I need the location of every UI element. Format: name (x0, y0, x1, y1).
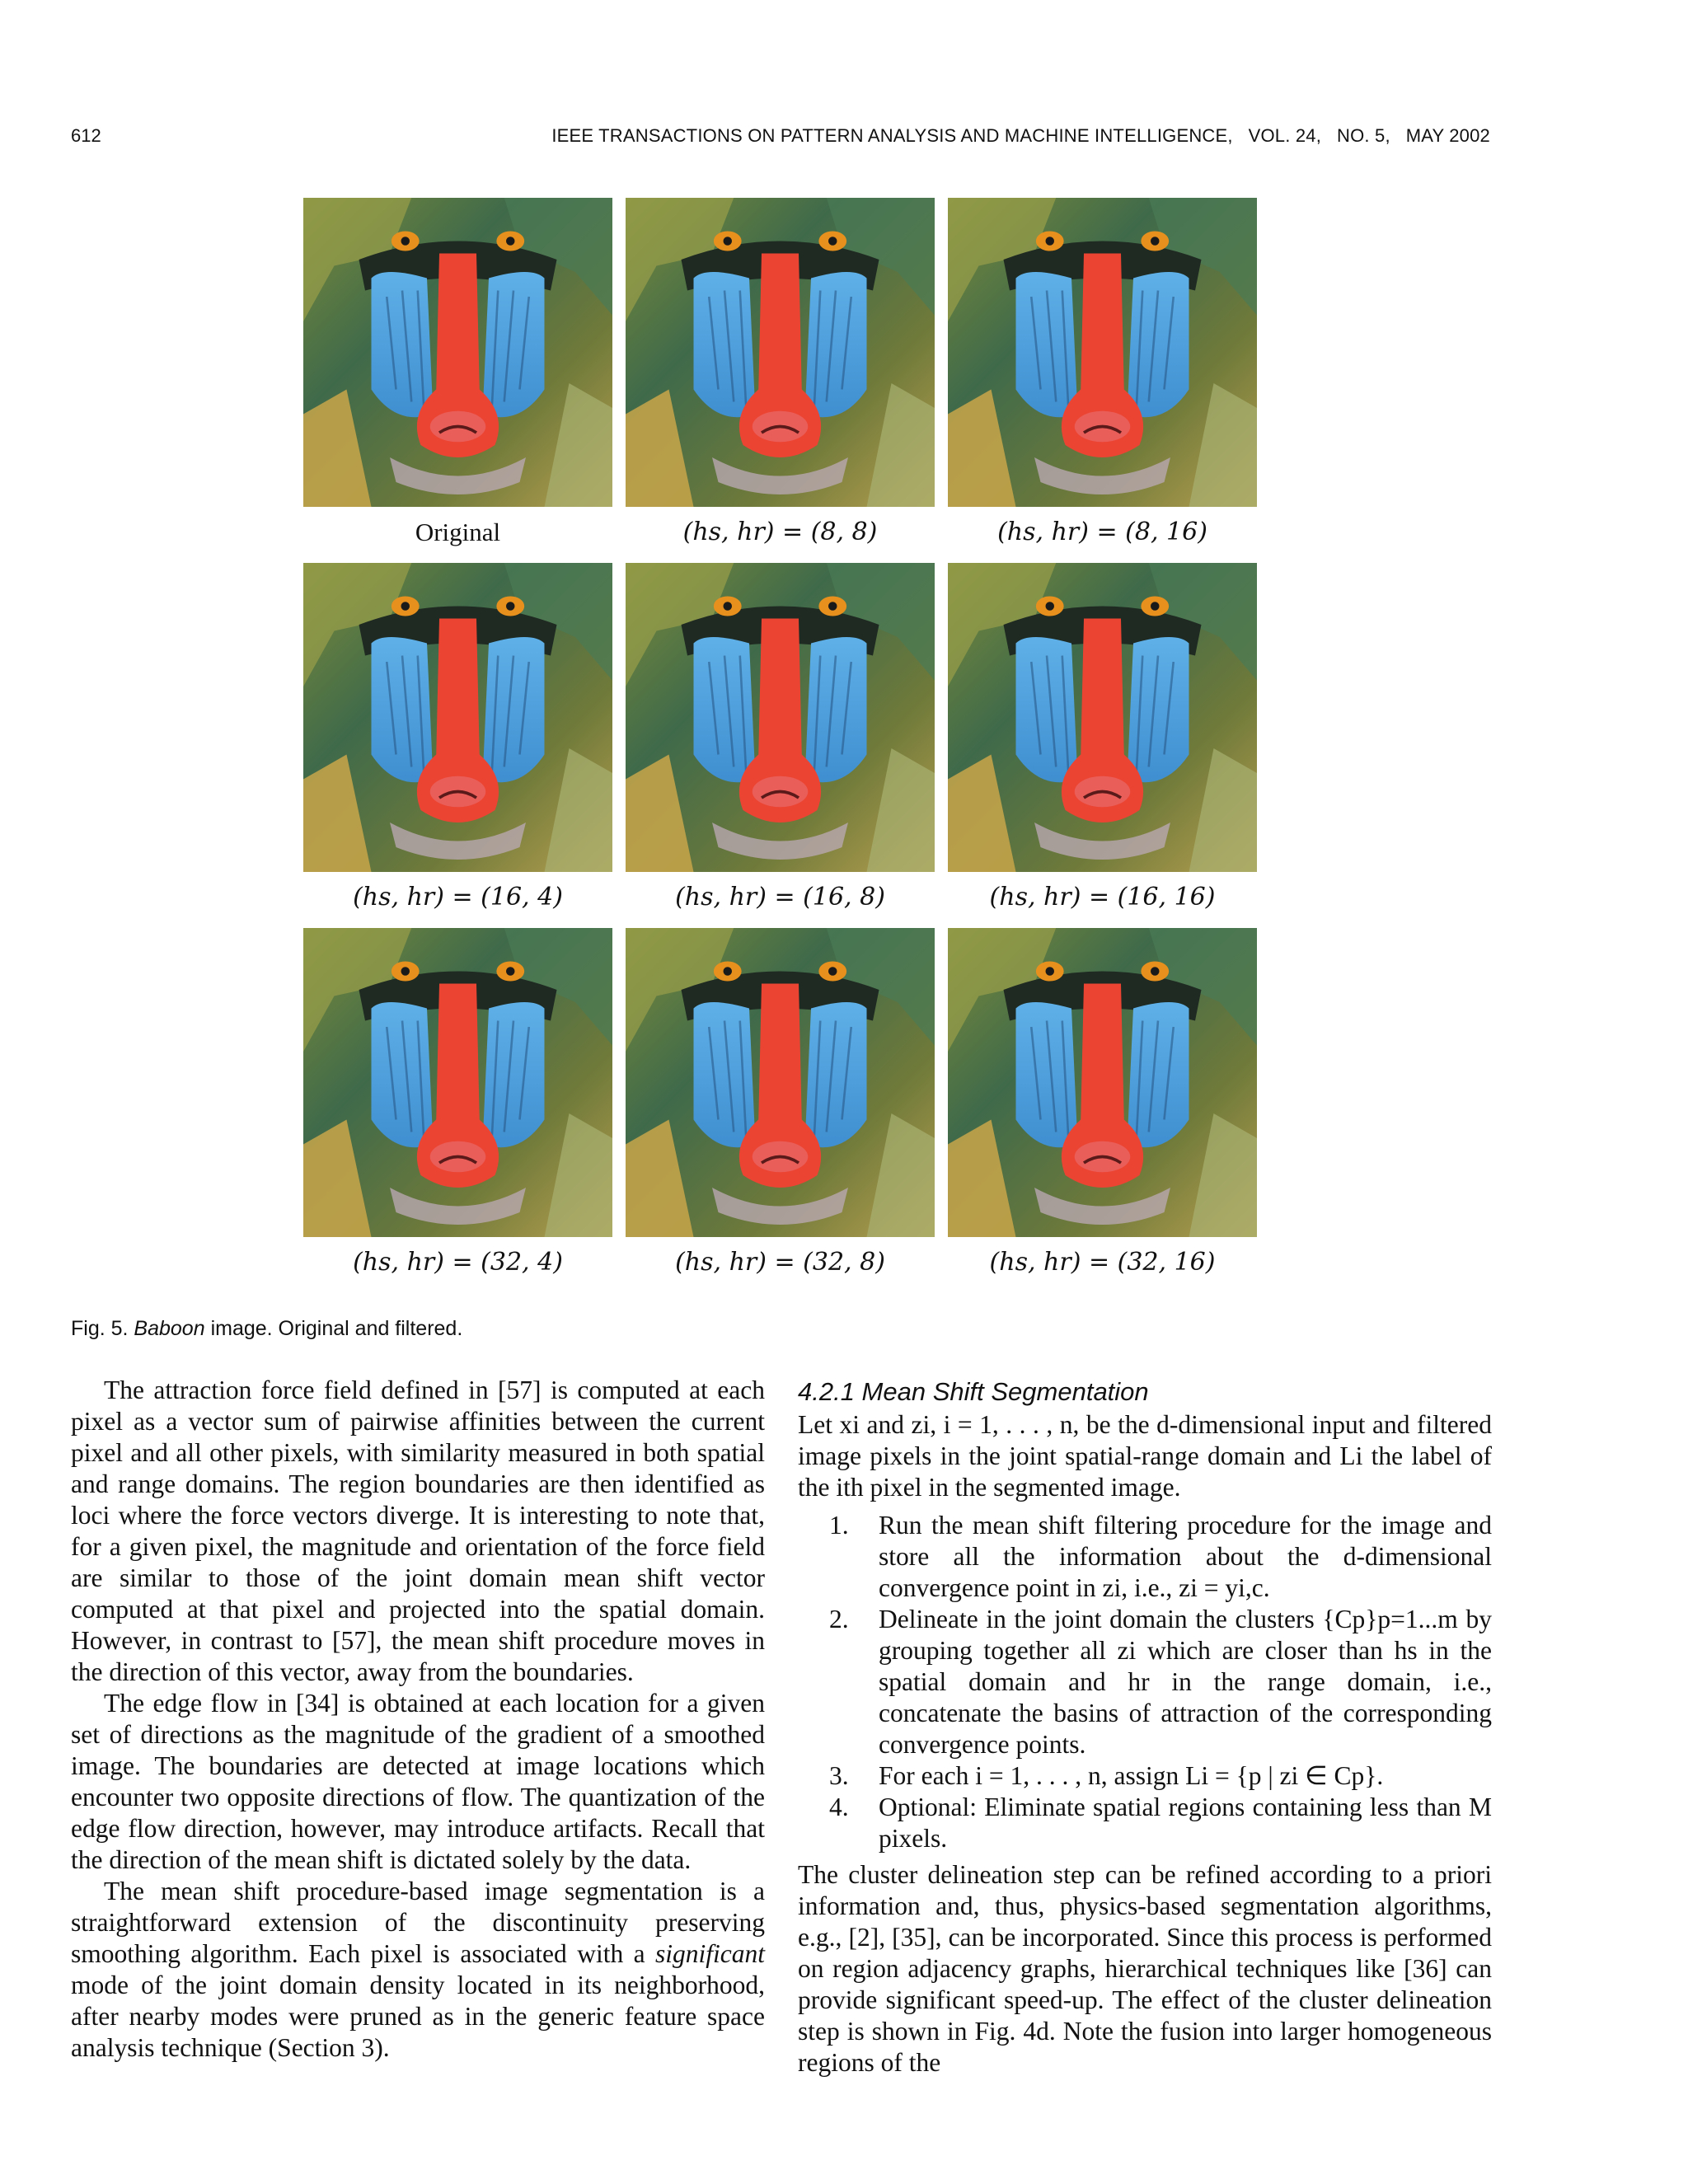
baboon-image-filtered (948, 563, 1257, 872)
journal-header: IEEE TRANSACTIONS ON PATTERN ANALYSIS AND MACHINE INTELLIGENCE, VOL. 24, NO. 5, MAY 2002 (551, 125, 1490, 146)
paragraph: The edge flow in [34] is obtained at each location for a given set of directions as the magnitude of the gradient of a smoothed image. The boundaries are detected at image locations which encounter two opposite directions of flow. The quantization of the edge flow direction, however, may introduce artifacts. Recall that the direction of the mean shift is dictated solely by the data. (71, 1689, 765, 1874)
step-text: For each i = 1, . . . , n, assign Li = {p | zi ∈ Cp}. (879, 1761, 1384, 1790)
baboon-image-filtered (626, 198, 935, 507)
figure-cell (948, 928, 1257, 1293)
figure-cell (303, 198, 612, 563)
panel-label: (hs, hr) = (32, 8) (675, 1248, 885, 1277)
step-text: Run the mean shift filtering procedure for the image and store all the information about the d-dimensional convergence point in zi, i.e., zi = yi,c. (879, 1511, 1492, 1602)
figure-row-3 (303, 928, 1258, 1293)
panel-label: (hs, hr) = (16, 4) (353, 883, 563, 912)
panel-label: (hs, hr) = (16, 16) (989, 883, 1216, 912)
figure-row-1 (303, 198, 1258, 563)
caption-italic: Baboon (134, 1317, 205, 1340)
baboon-image-filtered (626, 563, 935, 872)
figure-cell (626, 928, 935, 1293)
baboon-image-filtered (303, 928, 612, 1237)
figure-cell (948, 563, 1257, 928)
section-heading: 4.2.1 Mean Shift Segmentation (798, 1377, 1149, 1406)
baboon-image-filtered (303, 563, 612, 872)
list-item (798, 1792, 1492, 1854)
paragraph-text: mode of the joint domain density located in its neighborhood, after nearby modes were pruned as in the generic feature space analysis technique (Section 3). (71, 1971, 765, 2062)
paragraph: The attraction force field defined in [57] is computed at each pixel as a vector sum of pairwise affinities between the current pixel and all other pixels, with similarity measured in both spatial and range domains. The region boundaries are then identified as loci where the force vectors diverge. It is interesting to note that, for a given pixel, the magnitude and orientation of the force field are similar to those of the joint domain mean shift vector computed at that pixel and projected into the spatial domain. However, in contrast to [57], the mean shift procedure moves in the direction of this vector, away from the boundaries. (71, 1376, 765, 1686)
page-number: 612 (71, 125, 101, 146)
italic-word: significant (655, 1939, 765, 1968)
figure-row-2 (303, 563, 1258, 928)
baboon-image-original (303, 198, 612, 507)
paragraph: The cluster delineation step can be refined according to a priori information and, thus, physics-based segmentation algorithms, e.g., [2], [35], can be incorporated. Since this process is performed on region adjacency graphs, hierarchical techniques like [36] can provide significant speed-up. The effect of the cluster delineation step is shown in Fig. 4d. Note the fusion into larger homogeneous regions of the (798, 1860, 1492, 2077)
panel-label: (hs, hr) = (8, 8) (682, 518, 878, 546)
list-item (798, 1760, 1492, 1792)
caption-rest: image. Original and filtered. (204, 1317, 463, 1340)
step-number: 1. (829, 1511, 849, 1540)
panel-label: (hs, hr) = (8, 16) (997, 518, 1207, 546)
baboon-figure (303, 198, 1258, 1293)
algorithm-steps (798, 1510, 1492, 1854)
figure-cell (626, 198, 935, 563)
panel-label: Original (415, 518, 501, 546)
panel-label: (hs, hr) = (32, 16) (989, 1248, 1216, 1277)
step-number: 4. (829, 1793, 849, 1821)
figure-cell (303, 928, 612, 1293)
step-number: 2. (829, 1605, 849, 1633)
list-item (798, 1604, 1492, 1760)
figure-cell (303, 563, 612, 928)
list-item (798, 1510, 1492, 1604)
right-column (798, 1375, 1492, 2079)
paragraph: Let xi and zi, i = 1, . . . , n, be the d-dimensional input and filtered image pixels in the joint spatial-range domain and Li the label of the ith pixel in the segmented image. (798, 1410, 1492, 1502)
baboon-image-filtered (948, 198, 1257, 507)
figure-cell (626, 563, 935, 928)
panel-label: (hs, hr) = (32, 4) (353, 1248, 563, 1277)
step-text: Optional: Eliminate spatial regions containing less than M pixels. (879, 1793, 1492, 1853)
paragraph (71, 1876, 765, 2064)
figure-caption (71, 1317, 462, 1341)
baboon-image-filtered (626, 928, 935, 1237)
paragraph-text: The mean shift procedure-based image segmentation is a straightforward extension of the discontinuity preserving smoothing algorithm. Each pixel is associated with a (71, 1877, 765, 1968)
panel-label: (hs, hr) = (16, 8) (675, 883, 885, 912)
caption-prefix: Fig. 5. (71, 1317, 134, 1340)
figure-cell (948, 198, 1257, 563)
step-number: 3. (829, 1761, 849, 1790)
left-column (71, 1375, 765, 2064)
baboon-image-filtered (948, 928, 1257, 1237)
step-text: Delineate in the joint domain the clusters {Cp}p=1...m by grouping together all zi which are closer than hs in the spatial domain and hr in the range domain, i.e., concatenate the basins of attraction of the corresponding convergence points. (879, 1605, 1492, 1759)
